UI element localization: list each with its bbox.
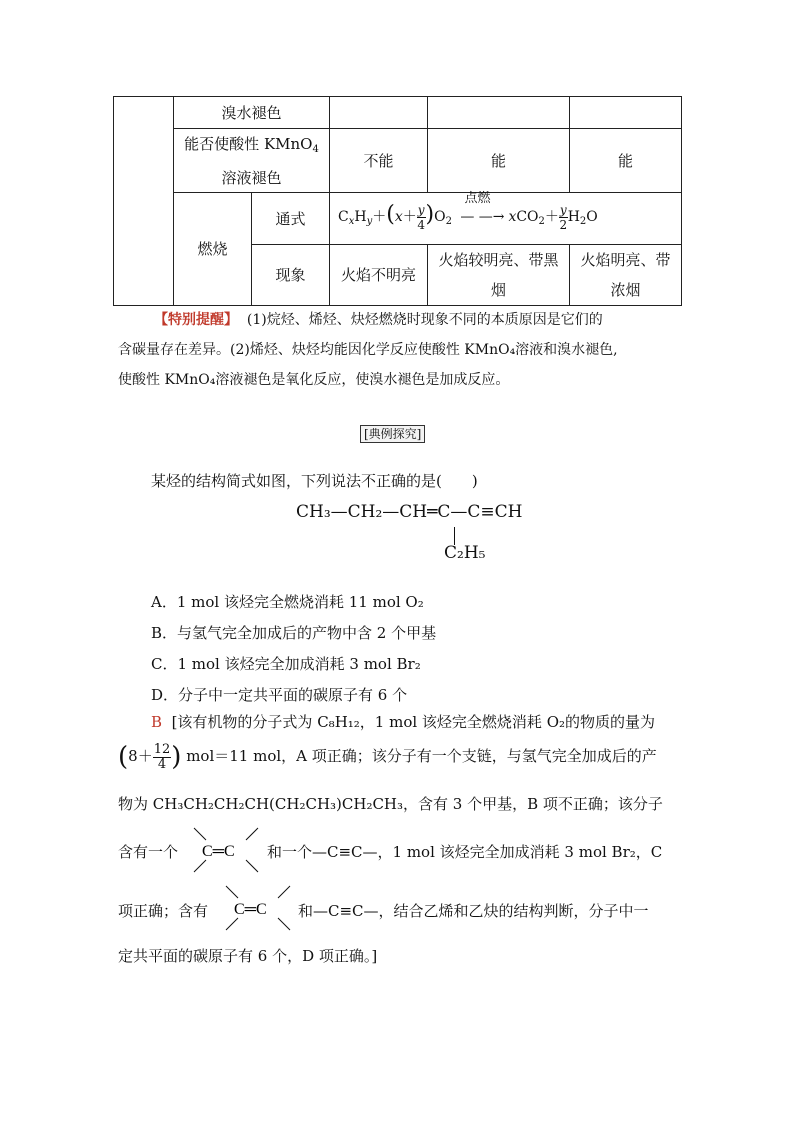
- cell-kmno4-alkene: 能: [428, 129, 570, 193]
- option-c-text: 1 mol 该烃完全加成消耗 3 mol Br₂: [177, 655, 421, 673]
- cell-phenomenon-alkene: 火焰较明亮、带黑烟: [428, 245, 570, 306]
- option-a-letter: A．: [151, 593, 177, 611]
- double-bond-text-2: C═C: [234, 901, 267, 918]
- cell-formula-label: 通式: [252, 193, 330, 245]
- fraction-12-over-4: [153, 743, 172, 772]
- options-list: [151, 587, 436, 711]
- answer-line2-text: mol＝11 mol，A 项正确；该分子有一个支链，与氢气完全加成后的产: [186, 747, 657, 765]
- note-tag: 【特别提醒】: [154, 312, 238, 328]
- note-line1-text: (1)烷烃、烯烃、炔烃燃烧时现象不同的本质原因是它们的: [246, 312, 603, 328]
- option-a-text: 1 mol 该烃完全燃烧消耗 11 mol O₂: [176, 593, 424, 611]
- cell-combustion-formula: $C_xH_y+(x+$ $\frac{y}{4}$ )$O_2$ 点燃 — —→ xCO$_2$＋ $\frac{y}{2}$ $H_2O$: [330, 193, 682, 245]
- section-title: [360, 424, 425, 442]
- main-chain: CH₃—CH₂—CH═C—C≡CH: [296, 502, 523, 522]
- option-c-letter: C．: [151, 655, 178, 673]
- kmno4-label-line1: 能否使酸性 KMnO: [184, 134, 313, 153]
- branch-group: C₂H₅: [444, 543, 486, 563]
- row-combustion-formula: [114, 193, 682, 245]
- kmno4-label-sub: 4: [312, 143, 319, 155]
- double-bond-diagram-1: [186, 822, 266, 878]
- fraction-numerator: 12: [153, 741, 171, 757]
- option-b: [151, 618, 436, 649]
- answer-line5-a: 项正确；含有: [118, 902, 209, 920]
- option-b-letter: B．: [151, 624, 178, 642]
- section-title-label: [典例探究]: [360, 425, 425, 443]
- double-bond-diagram-2: [218, 880, 298, 936]
- note-line-1: [118, 305, 688, 335]
- cell-combustion-label: 燃烧: [174, 193, 252, 306]
- formula-condition: 点燃: [464, 191, 491, 206]
- special-note: [118, 305, 688, 395]
- cell-kmno4-label: [174, 129, 330, 193]
- option-d: [151, 680, 436, 711]
- answer-letter: B: [151, 713, 163, 731]
- answer-line1-text: [该有机物的分子式为 C₈H₁₂，1 mol 该烃完全燃烧消耗 O₂的物质的量为: [171, 713, 656, 731]
- properties-table: [113, 96, 682, 306]
- cell-bromine-alkene: [428, 97, 570, 129]
- cell-phenomenon-alkyne: 火焰明亮、带浓烟: [570, 245, 682, 306]
- structural-formula: [296, 502, 522, 522]
- kmno4-label-line2: 溶液褪色: [221, 168, 282, 187]
- option-c: [151, 649, 436, 680]
- option-a: [151, 587, 436, 618]
- question-stem: 某烃的结构简式如图，下列说法不正确的是( ): [151, 472, 478, 490]
- cell-kmno4-alkyne: 能: [570, 129, 682, 193]
- cell-phenomenon-alkane: 火焰不明亮: [330, 245, 428, 306]
- answer-line-2: (8＋ $\frac{12}{4}$ ) mol＝11 mol，A 项正确；该分子有一个支链，与氢气完全加成后的产: [118, 741, 657, 772]
- row-bromine-water: [114, 97, 682, 129]
- answer-line-1: [151, 711, 655, 732]
- fraction-whole: 8＋: [128, 747, 153, 765]
- fraction-denominator: 4: [157, 756, 167, 772]
- cell-phenomenon-label: 现象: [252, 245, 330, 306]
- option-b-text: 与氢气完全加成后的产物中含 2 个甲基: [177, 624, 437, 642]
- blank-group-cell: [114, 97, 174, 306]
- answer-line4-a: 含有一个: [118, 843, 179, 861]
- answer-line5-b: 和—C≡C—，结合乙烯和乙炔的结构判断，分子中一: [298, 902, 649, 920]
- row-kmno4: [114, 129, 682, 193]
- answer-line4-b: 和一个—C≡C—，1 mol 该烃完全加成消耗 3 mol Br₂，C: [267, 843, 663, 861]
- double-bond-text-1: C═C: [202, 843, 235, 860]
- option-d-letter: D．: [151, 686, 179, 704]
- option-d-text: 分子中一定共平面的碳原子有 6 个: [178, 686, 408, 704]
- cell-bromine-alkane: [330, 97, 428, 129]
- cell-bromine-alkyne: [570, 97, 682, 129]
- note-line-2: 含碳量存在差异。(2)烯烃、炔烃均能因化学反应使酸性 KMnO₄溶液和溴水褪色,: [118, 342, 618, 358]
- answer-line-6: 定共平面的碳原子有 6 个，D 项正确。]: [118, 947, 378, 965]
- answer-line-3: 物为 CH₃CH₂CH₂CH(CH₂CH₃)CH₂CH₃，含有 3 个甲基，B 项不正确；该分子: [118, 795, 663, 813]
- cell-kmno4-alkane: 不能: [330, 129, 428, 193]
- note-line-3: 使酸性 KMnO₄溶液褪色是氧化反应，使溴水褪色是加成反应。: [118, 372, 510, 388]
- cell-bromine-label: 溴水褪色: [174, 97, 330, 129]
